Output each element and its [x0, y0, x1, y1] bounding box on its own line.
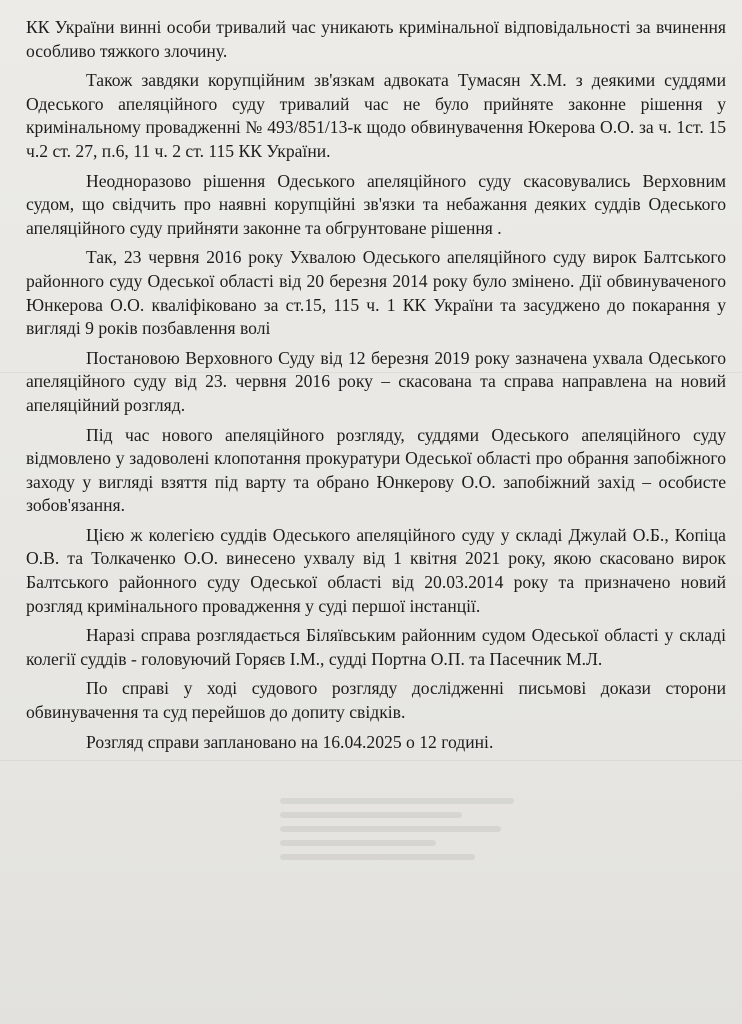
paragraph: Наразі справа розглядається Біляївським районним судом Одеської області у складі колегії суддів - головуючий Горяєв І.М., судді Портна О.П. та Пасечник М.Л.: [26, 625, 726, 669]
paragraph: Під час нового апеляційного розгляду, суддями Одеського апеляційного суду відмовлено у задоволені клопотання прокуратури Одеської області про обрання запобіжного заходу у вигляді взяття під варту та обрано Юнкерову О.О. запобіжний захід – особисте зобов'язання.: [26, 424, 726, 516]
paragraph: Постановою Верховного Суду від 12 березня 2019 року зазначена ухвала Одеського апеляційного суду від 23. червня 2016 року – скасована та справа направлена на новий апеляційний розгляд.: [26, 347, 726, 415]
paragraph: Так, 23 червня 2016 року Ухвалою Одеського апеляційного суду вирок Балтського районного суду Одеської області від 20 березня 2014 року було змінено. Дії обвинуваченого Юнкерова О.О. кваліфіковано за ст.15, 115 ч. 1 КК України та засуджено до покарання у вигляді 9 років позбавлення волі: [26, 247, 726, 339]
paragraph: По справі у ході судового розгляду дослідженні письмові докази сторони обвинувачення та суд перейшов до допиту свідків.: [26, 678, 726, 723]
paragraph: Також завдяки корупційним зв'язкам адвоката Тумасян Х.М. з деякими суддями Одеського апеляційного суду тривалий час не було прийняте законне рішення у кримінальному провадженні № 493/851/13-к щодо обвинувачення Юкерова О.О. за ч. 1ст. 15 ч.2 ст. 27, п.6, 11 ч. 2 ст. 115 КК України.: [26, 70, 726, 161]
document-body: [26, 16, 726, 760]
paragraph: Цією ж колегією суддів Одеського апеляційного суду у складі Джулай О.Б., Копіца О.В. та Толкаченко О.О. винесено ухвалу від 1 квітня 2021 року, якою скасовано вирок Балтського районного суду Одеської області від 20.03.2014 року та призначено новий розгляд кримінального провадження у суді першої інстанції.: [26, 524, 726, 616]
paragraph: Неодноразово рішення Одеського апеляційного суду скасовувались Верховним судом, що свідчить про наявні корупційні зв'язки та небажання деяких суддів Одеського апеляційного суду прийняти законне та обгрунтоване рішення .: [26, 170, 726, 238]
reverse-side-bleed-through: [280, 790, 540, 900]
paragraph: КК України винні особи тривалий час уникають кримінальної відповідальності за вчинення особливо тяжкого злочину.: [26, 17, 726, 61]
paragraph: Розгляд справи заплановано на 16.04.2025 о 12 годині.: [86, 731, 494, 752]
